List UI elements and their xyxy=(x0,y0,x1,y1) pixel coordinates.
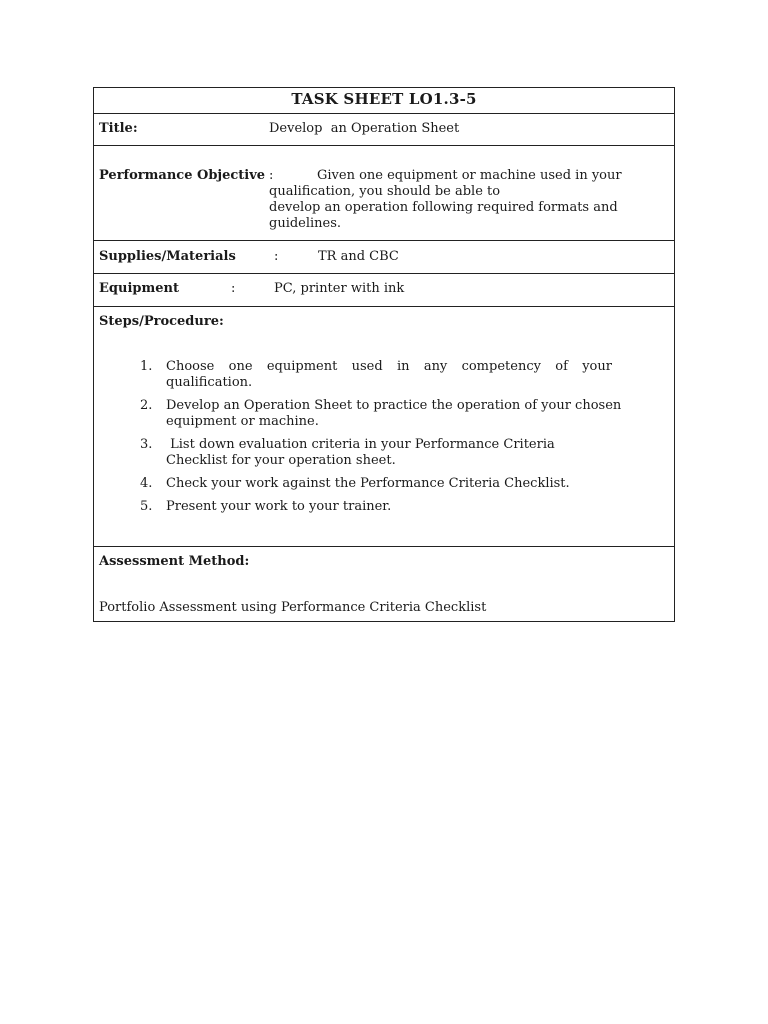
step-2-line-2: equipment or machine. xyxy=(166,414,319,429)
step-3-line-2: Checklist for your operation sheet. xyxy=(166,453,396,468)
supplies-label: Supplies/Materials xyxy=(99,249,236,264)
objective-colon: : xyxy=(269,168,274,183)
step-word: your xyxy=(582,359,612,374)
list-item xyxy=(140,398,660,430)
step-word: one xyxy=(228,359,253,374)
step-word: equipment xyxy=(266,359,338,374)
list-item xyxy=(140,359,660,391)
assessment-label: Assessment Method: xyxy=(99,554,250,569)
equipment-label: Equipment xyxy=(99,281,179,296)
step-1-line-1 xyxy=(166,359,612,375)
equipment-value: PC, printer with ink xyxy=(274,281,405,296)
step-word: in xyxy=(396,359,410,374)
assessment-row xyxy=(94,547,674,621)
objective-line-2: qualification, you should be able to xyxy=(269,184,501,199)
step-number: 3. xyxy=(140,437,153,452)
steps-list xyxy=(140,359,660,522)
equipment-colon: : xyxy=(231,281,236,296)
step-number: 1. xyxy=(140,359,153,374)
list-item xyxy=(140,437,660,469)
assessment-value: Portfolio Assessment using Performance Criteria Checklist xyxy=(99,600,487,615)
objective-label: Performance Objective xyxy=(99,168,266,183)
supplies-value: TR and CBC xyxy=(318,249,399,264)
step-word: used xyxy=(351,359,383,374)
objective-line-3: develop an operation following required formats and xyxy=(269,200,618,215)
supplies-row xyxy=(94,241,674,274)
task-sheet-table xyxy=(93,87,675,622)
step-3-line-1: List down evaluation criteria in your Performance Criteria xyxy=(166,437,555,452)
supplies-colon: : xyxy=(274,249,279,264)
title-row xyxy=(94,114,674,146)
equipment-row xyxy=(94,274,674,307)
step-1-line-2: qualification. xyxy=(166,375,253,390)
step-word: any xyxy=(423,359,448,374)
title-label: Title: xyxy=(99,121,138,136)
step-2-line-1: Develop an Operation Sheet to practice the operation of your chosen xyxy=(166,398,622,413)
sheet-title: TASK SHEET LO1.3-5 xyxy=(291,90,477,108)
step-5-line-1: Present your work to your trainer. xyxy=(166,499,392,514)
objective-row xyxy=(94,146,674,241)
title-value: Develop an Operation Sheet xyxy=(269,121,460,136)
objective-line-1: Given one equipment or machine used in your xyxy=(317,168,622,183)
step-word: Choose xyxy=(166,359,215,374)
steps-row xyxy=(94,307,674,547)
step-number: 5. xyxy=(140,499,153,514)
step-word: competency xyxy=(461,359,541,374)
step-number: 4. xyxy=(140,476,153,491)
list-item xyxy=(140,476,660,492)
steps-label: Steps/Procedure: xyxy=(99,314,224,329)
step-word: of xyxy=(555,359,568,374)
step-4-line-1: Check your work against the Performance Criteria Checklist. xyxy=(166,476,570,491)
list-item xyxy=(140,499,660,515)
objective-line-4: guidelines. xyxy=(269,216,342,231)
step-number: 2. xyxy=(140,398,153,413)
header-row xyxy=(94,88,674,114)
